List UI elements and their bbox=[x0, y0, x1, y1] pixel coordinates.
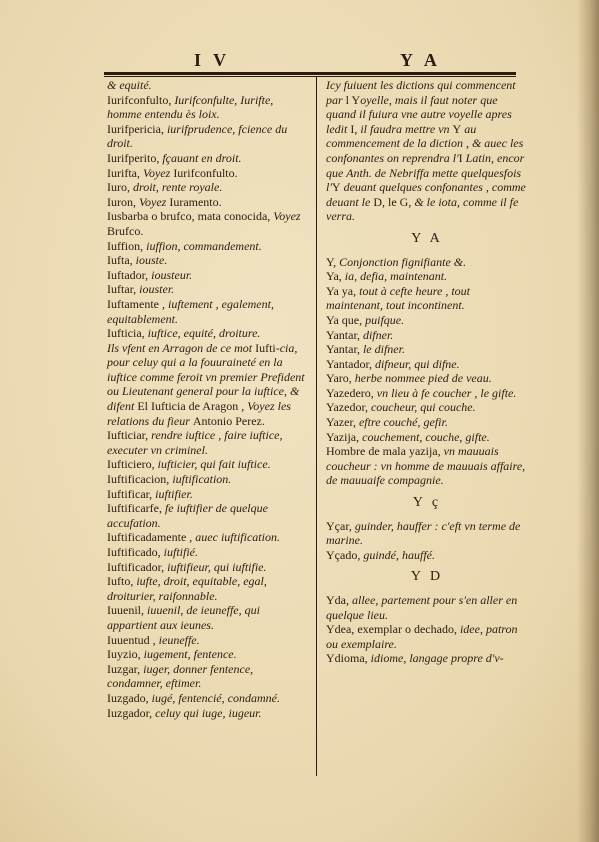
entry-headword: Iurifconfulto, bbox=[107, 92, 175, 107]
dictionary-entry bbox=[326, 430, 528, 445]
entry-headword: Iurifconfulto. bbox=[173, 165, 238, 180]
right-column bbox=[326, 78, 528, 666]
dictionary-entry bbox=[107, 253, 310, 268]
entry-headword: Iuftificar, bbox=[107, 486, 156, 501]
dictionary-entry bbox=[326, 284, 528, 313]
entry-definition: cia, pour celuy qui a la fouuraineté en la iuftice comme feroit vn premier Prefident ou Lieutenant general pour la iuftice, & difent bbox=[107, 340, 305, 414]
entry-headword: Iufto, bbox=[107, 574, 137, 589]
dictionary-entry bbox=[326, 415, 528, 430]
header-rule-thin bbox=[104, 76, 516, 77]
dictionary-entry bbox=[107, 122, 310, 151]
entry-definition: iugement, fentence. bbox=[143, 647, 237, 662]
section-heading: Y A bbox=[411, 230, 443, 246]
entry-definition: iufte, droit, equitable, egal, droiturier, raifonnable. bbox=[107, 574, 267, 603]
entry-definition: iouste. bbox=[135, 253, 168, 268]
entry-headword: Iufticiero, bbox=[107, 457, 158, 472]
entry-headword: Yazer, bbox=[326, 415, 359, 430]
entry-definition: iuftifieur, qui iuftifie. bbox=[167, 559, 267, 574]
entry-definition: iuftifier. bbox=[155, 486, 193, 501]
entry-headword: Iusbarba o brufco, mata conocida, bbox=[107, 209, 274, 224]
entry-headword: Iuron, bbox=[107, 194, 139, 209]
entry-definition: difneur, qui difne. bbox=[374, 356, 460, 371]
entry-headword: Brufco. bbox=[107, 223, 144, 238]
entry-headword: Ya ya, bbox=[326, 283, 360, 298]
dictionary-entry bbox=[107, 574, 310, 603]
entry-headword: Yçado, bbox=[326, 547, 364, 562]
entry-definition: iurifprudence, fcience du droit. bbox=[107, 121, 288, 151]
header-right-title: Y A bbox=[400, 50, 441, 70]
dictionary-entry bbox=[107, 428, 310, 457]
dictionary-entry bbox=[107, 180, 310, 195]
entry-definition: ia, defia, maintenant. bbox=[344, 269, 448, 284]
dictionary-entry bbox=[107, 487, 310, 502]
entry-definition: droit, rente royale. bbox=[133, 180, 223, 195]
entry-headword: Iuuenil, bbox=[107, 603, 147, 618]
dictionary-entry bbox=[107, 647, 310, 662]
entry-definition: auec iuftification. bbox=[195, 530, 280, 545]
dictionary-entry bbox=[107, 195, 310, 210]
dictionary-entry bbox=[326, 313, 528, 328]
dictionary-entry bbox=[107, 239, 310, 254]
dictionary-entry bbox=[326, 651, 528, 666]
entry-headword: Ya que, bbox=[326, 312, 366, 327]
dictionary-entry bbox=[107, 78, 310, 93]
left-column bbox=[107, 78, 310, 720]
entry-headword: Y, bbox=[326, 254, 340, 269]
entry-headword: Iuftamente , bbox=[107, 296, 168, 311]
column-divider bbox=[316, 76, 317, 776]
entry-definition: difner. bbox=[362, 327, 394, 342]
entry-headword: Yazedor, bbox=[326, 400, 371, 415]
entry-headword: Iuzgar, bbox=[107, 661, 144, 676]
dictionary-entry bbox=[326, 255, 528, 270]
dictionary-entry bbox=[326, 548, 528, 563]
dictionary-entry bbox=[107, 268, 310, 283]
entry-definition: iuger, donner fentence, condamner, eftimer. bbox=[107, 661, 254, 691]
section-heading: Y ç bbox=[412, 495, 442, 511]
entry-headword: Iurifperito, bbox=[107, 150, 163, 165]
dictionary-entry bbox=[107, 691, 310, 706]
entry-headword: Hombre de mala yazija, bbox=[326, 444, 444, 459]
dictionary-entry bbox=[107, 282, 310, 297]
right-intro: Icy fuiuent les dictions qui commencent par l Yoyelle, mais il faut noter que quand il fuiura vne autre voyelle apres ledit I, il faudra mettre vn Y au commencement de la diction , & auec les confonantes on reprendra l'I Latin, encor que Anth. de Nebriffa mette quelquesfois l'Y deuant quelques confonantes , comme deuant le D, le G, & le iota, comme il fe verra. bbox=[326, 78, 526, 224]
entry-headword: Iuftificado, bbox=[107, 545, 164, 559]
running-header bbox=[100, 50, 520, 72]
entry-definition: allee, partement pour s'en aller en quelque lieu. bbox=[326, 593, 518, 622]
entry-headword: Iufticiar, bbox=[107, 428, 152, 443]
dictionary-entry bbox=[107, 603, 310, 632]
dictionary-entry bbox=[107, 633, 310, 648]
entry-definition: vn mauuais coucheur : vn homme de mauuais affaire, de mauuaife compagnie. bbox=[326, 444, 526, 488]
entry-definition: iufticier, qui fait iuftice. bbox=[157, 457, 271, 472]
entry-headword: Iurifta, bbox=[107, 165, 143, 180]
dictionary-entry bbox=[107, 706, 310, 721]
entry-headword: Yantador, bbox=[326, 356, 375, 371]
entry-definition: fçauant en droit. bbox=[162, 150, 242, 165]
entry-definition: tout à cefte heure , tout maintenant, tout incontinent. bbox=[326, 283, 470, 313]
dictionary-entry bbox=[107, 472, 310, 487]
entry-headword: Iuzgador, bbox=[107, 705, 156, 720]
entry-definition: guinder, hauffer : c'eft vn terme de marine. bbox=[326, 518, 521, 548]
dictionary-entry bbox=[107, 457, 310, 472]
dictionary-entry bbox=[107, 560, 310, 575]
right-sections bbox=[326, 232, 528, 666]
entry-definition: Voyez les relations du fieur bbox=[107, 399, 291, 428]
dictionary-entry bbox=[107, 209, 310, 238]
entry-headword: Yçar, bbox=[326, 518, 355, 533]
entry-headword: Iuffion, bbox=[107, 238, 147, 253]
entry-definition: idiome, langage propre d'v- bbox=[370, 651, 504, 666]
entry-headword: El Iufticia de Aragon , bbox=[137, 399, 248, 414]
entry-definition: iuftifié. bbox=[163, 545, 198, 559]
entry-headword: Ydioma, bbox=[326, 651, 371, 666]
dictionary-entry bbox=[326, 593, 528, 622]
entry-definition: Voyez bbox=[142, 165, 174, 180]
dictionary-entry bbox=[107, 166, 310, 181]
entry-headword: Ya, bbox=[326, 269, 345, 284]
dictionary-entry bbox=[107, 530, 310, 545]
dictionary-entry bbox=[107, 326, 310, 341]
entry-definition: iuftice, equité, droiture. bbox=[147, 326, 261, 341]
entry-definition: iuftification. bbox=[172, 472, 232, 487]
entry-headword: Antonio Perez. bbox=[192, 413, 265, 428]
dictionary-entry bbox=[326, 400, 528, 415]
entry-definition: iuffion, commandement. bbox=[146, 238, 262, 253]
dictionary-entry bbox=[326, 444, 528, 488]
entry-definition: ieuneffe. bbox=[158, 632, 200, 647]
entry-headword: Yda, bbox=[326, 593, 352, 607]
entry-headword: Yazedero, bbox=[326, 385, 377, 400]
entry-definition: puifque. bbox=[365, 312, 405, 327]
entry-definition: coucheur, qui couche. bbox=[370, 400, 476, 415]
entry-definition: rendre iuftice , faire iuftice, executer vn criminel. bbox=[107, 428, 283, 457]
dictionary-entry bbox=[326, 519, 528, 548]
dictionary-entry bbox=[107, 662, 310, 691]
entry-headword: Iufti- bbox=[255, 340, 280, 355]
dictionary-entry bbox=[107, 341, 310, 429]
entry-definition: le difner. bbox=[362, 342, 405, 357]
dictionary-entry bbox=[326, 371, 528, 386]
dictionary-entry bbox=[107, 297, 310, 326]
dictionary-entry bbox=[326, 622, 528, 651]
header-left-title: I V bbox=[194, 50, 231, 70]
entry-definition: iousteur. bbox=[151, 267, 193, 282]
dictionary-entry bbox=[107, 545, 310, 560]
dictionary-entry bbox=[107, 501, 310, 530]
dictionary-entry bbox=[107, 93, 310, 122]
entry-headword: Yazija, bbox=[326, 429, 363, 444]
entry-definition: Conjonction fignifiante &. bbox=[339, 254, 467, 269]
entry-headword: Iuyzio, bbox=[107, 647, 144, 662]
entry-headword: Iuftar, bbox=[107, 282, 140, 297]
entry-headword: Iufta, bbox=[107, 253, 136, 268]
entry-definition: Voyez bbox=[273, 209, 301, 224]
entry-headword: Iuftificador, bbox=[107, 559, 168, 574]
entry-definition: Voyez bbox=[139, 194, 170, 209]
entry-headword: Iuftificadamente , bbox=[107, 530, 196, 545]
page-spine-shadow bbox=[577, 0, 599, 842]
entry-headword: Iurifpericia, bbox=[107, 121, 167, 136]
dictionary-entry bbox=[326, 328, 528, 343]
entry-headword: Iuftador, bbox=[107, 267, 152, 282]
dictionary-entry bbox=[326, 386, 528, 401]
entry-headword: Yaro, bbox=[326, 371, 355, 386]
entry-definition: eftre couché, gefir. bbox=[358, 415, 448, 430]
entry-definition: & equité. bbox=[107, 78, 152, 92]
entry-definition: Iurifconfulte, Iurifte, homme entendu ès loix. bbox=[107, 92, 274, 122]
entry-definition: iugé, fentencié, condamné. bbox=[151, 690, 280, 705]
entry-definition: herbe nommee pied de veau. bbox=[354, 371, 492, 386]
dictionary-entry bbox=[107, 151, 310, 166]
entry-headword: Iuramento. bbox=[169, 194, 222, 209]
entry-headword: Iuftificarfe, bbox=[107, 501, 165, 516]
entry-headword: Iuftificacion, bbox=[107, 472, 173, 487]
entry-definition: idee, patron ou exemplaire. bbox=[326, 622, 518, 651]
entry-definition: iuuenil, de ieuneffe, qui appartient aux ieunes. bbox=[107, 603, 260, 632]
entry-headword: Iuzgado, bbox=[107, 690, 152, 705]
header-rule bbox=[104, 72, 516, 75]
entry-definition: guindé, hauffé. bbox=[363, 547, 435, 562]
entry-headword: Ydea, exemplar o dechado, bbox=[326, 622, 460, 637]
entry-definition: iouster. bbox=[139, 282, 175, 297]
entry-definition: iuftement , egalement, equitablement. bbox=[107, 296, 274, 326]
entry-definition: celuy qui iuge, iugeur. bbox=[155, 705, 262, 720]
section-heading: Y D bbox=[410, 569, 444, 585]
entry-headword: Iuro, bbox=[107, 180, 133, 195]
entry-headword: Yantar, bbox=[326, 342, 363, 357]
entry-headword: Iuuentud , bbox=[107, 632, 159, 647]
dictionary-entry bbox=[326, 357, 528, 372]
dictionary-entry bbox=[326, 342, 528, 357]
entry-headword: Iufticia, bbox=[107, 326, 148, 341]
entry-definition: vn lieu à fe coucher , le gifte. bbox=[376, 385, 517, 400]
entry-headword: Yantar, bbox=[326, 327, 363, 342]
entry-definition: Ils vfent en Arragon de ce mot bbox=[107, 340, 256, 355]
entry-definition: fe iuftifier de quelque accufation. bbox=[107, 501, 268, 530]
dictionary-entry bbox=[326, 269, 528, 284]
entry-definition: couchement, couche, gifte. bbox=[362, 429, 490, 444]
